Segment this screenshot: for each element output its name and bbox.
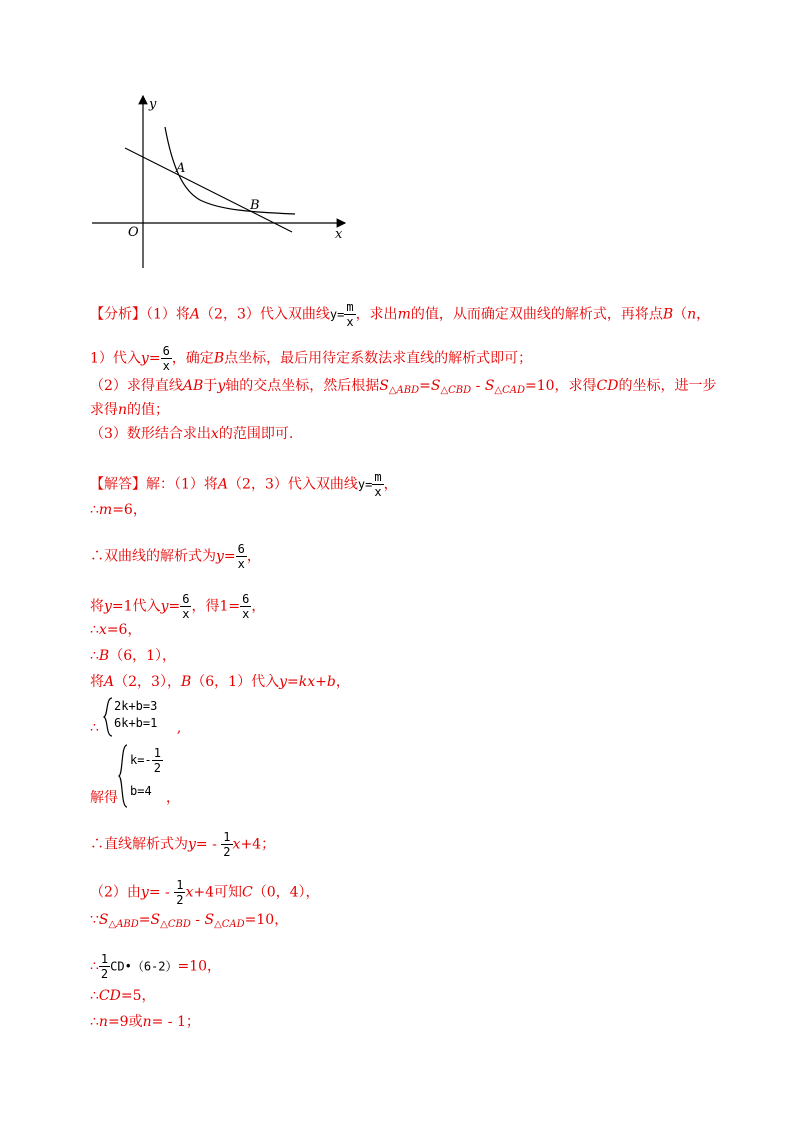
function-graph — [0, 0, 800, 290]
fraction-6-over-x: $\frac{6}{x}$ — [162, 344, 170, 373]
label-o: O — [128, 225, 139, 240]
solution-line-4: 将y=1代入y= $\frac{6}{x}$ ，得1= $\frac{6}{x}$ ， — [90, 592, 266, 621]
solution-line-1: 【解答】解：（1）将A（2，3）代入双曲线y= $\frac{m}{x}$ ， — [90, 470, 398, 499]
solution-line-11: （2）由y= - $\frac{1}{2}$ x+4可知C（0，4）， — [90, 878, 320, 907]
solution-line-5: ∴x=6， — [90, 622, 142, 638]
equation-system-1: 2k+b=3 6k+b=1 — [114, 699, 158, 730]
analysis-line-1: 【分析】（1）将A（2，3）代入双曲线y= $\frac{m}{x}$ ，求出m的值，从而确定双曲线的解析式，再将点B（n， — [90, 300, 711, 329]
fraction-m-over-x: $\frac{m}{x}$ — [346, 300, 354, 329]
analysis-line-4: 求得n的值； — [90, 402, 170, 418]
analysis-line-3: （2）求得直线AB于y轴的交点坐标，然后根据$S_{\triangle ABD}=S_{\triangle CBD} - S_{\triangle CAD}=10$，求得CD的坐标，进一步 — [90, 378, 717, 396]
straight-line — [125, 148, 292, 232]
solution-line-9: 解得 ， — [90, 790, 180, 806]
solution-line-8: ∴ , — [90, 720, 182, 736]
analysis-line-2: 1）代入y= $\frac{6}{x}$ ，确定B点坐标，最后用待定系数法求直线的解析式即可； — [90, 344, 533, 373]
analysis-tag: 【分析】 — [90, 306, 146, 323]
solution-line-15: ∴n=9或n= - 1； — [90, 1014, 200, 1030]
solution-line-14: ∴CD=5， — [90, 988, 156, 1004]
solution-line-10: ∴直线解析式为y= - $\frac{1}{2}$ x+4； — [90, 830, 276, 859]
label-x: x — [335, 227, 343, 242]
label-b: B — [250, 198, 260, 213]
solution-line-6: ∴B（6，1）， — [90, 648, 177, 664]
analysis-line-5: （3）数形结合求出x的范围即可. — [90, 426, 294, 442]
label-a: A — [176, 161, 186, 176]
solution-line-13: ∴ $\frac{1}{2}$ CD•（6-2）=10， — [90, 952, 222, 981]
solution-line-12: $\because S_{\triangle ABD}=S_{\triangle CBD} - S_{\triangle CAD}=10$， — [90, 912, 289, 930]
solution-line-3: ∴双曲线的解析式为y= $\frac{6}{x}$ ， — [90, 542, 261, 571]
equation-system-2: k=- $\frac{1}{2}$ b=4 — [130, 746, 161, 798]
solution-tag: 【解答】 — [90, 476, 146, 493]
label-y: y — [149, 97, 157, 112]
solution-line-2: ∴m=6， — [90, 502, 147, 518]
solution-line-7: 将A（2，3），B（6，1）代入y=kx+b， — [90, 674, 350, 690]
